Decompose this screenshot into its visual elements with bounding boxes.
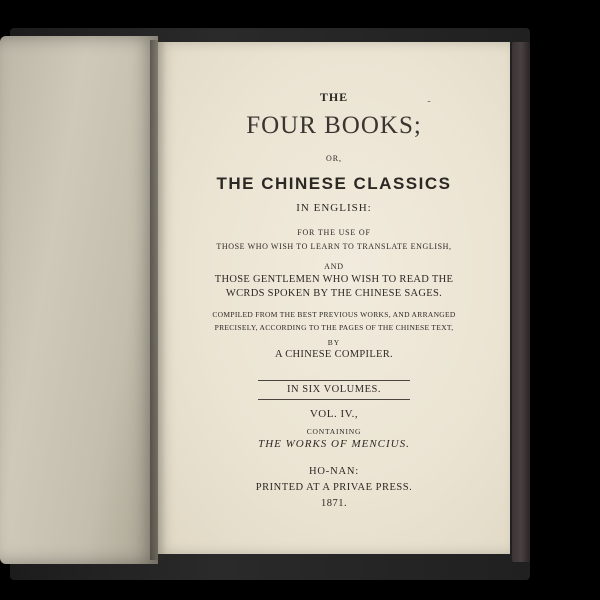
place-line: HO-NAN: xyxy=(309,466,359,477)
printer-line: PRINTED AT A PRIVAE PRESS. xyxy=(255,482,413,493)
ink-mark: - xyxy=(427,96,431,107)
compiler-line: A CHINESE COMPILER. xyxy=(274,349,393,360)
left-endpaper xyxy=(0,36,158,564)
cover-edge xyxy=(512,42,530,562)
by-line: BY xyxy=(327,338,341,347)
compiled-line-1: COMPILED FROM THE BEST PREVIOUS WORKS, AND ARRANGED xyxy=(212,310,456,319)
compiled-line-2: PRECISELY, ACCORDING TO THE PAGES OF THE CHINESE TEXT, xyxy=(214,323,454,332)
audience-line-2: THOSE GENTLEMEN WHO WISH TO READ THE xyxy=(214,274,454,285)
audience-line-1: THOSE WHO WISH TO LEARN TO TRANSLATE ENGLISH, xyxy=(216,242,452,251)
containing-line: CONTAINING xyxy=(306,427,362,436)
subtitle: THE CHINESE CLASSICS xyxy=(216,174,452,193)
page-gutter xyxy=(150,40,166,560)
works-title: THE WORKS OF MENCIUS. xyxy=(258,438,410,450)
language-line: IN ENGLISH: xyxy=(296,202,372,214)
volume-number: VOL. IV., xyxy=(309,408,359,420)
volumes-line: IN SIX VOLUMES. xyxy=(287,384,381,395)
title-the: THE xyxy=(319,90,349,104)
title-or: OR, xyxy=(325,154,343,163)
main-title: FOUR BOOKS; xyxy=(246,112,422,139)
title-page-text xyxy=(158,42,510,554)
rule-top xyxy=(258,380,410,381)
audience-line-3: WCRDS SPOKEN BY THE CHINESE SAGES. xyxy=(225,288,443,299)
for-use-line: FOR THE USE OF xyxy=(297,228,371,237)
and-line: AND xyxy=(324,262,344,271)
title-page xyxy=(158,42,510,554)
year-line: 1871. xyxy=(320,498,348,509)
rule-bottom xyxy=(258,399,410,400)
